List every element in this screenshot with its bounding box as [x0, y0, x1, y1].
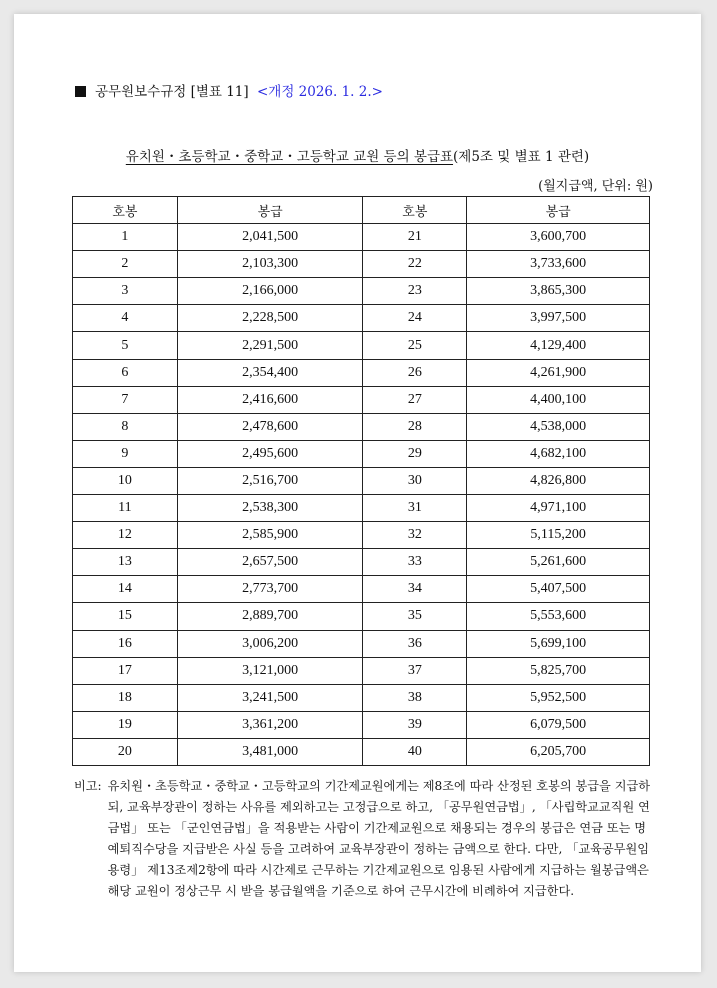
- cell-grade-left: 4: [73, 305, 178, 332]
- cell-salary-right: 6,205,700: [467, 738, 650, 765]
- cell-grade-left: 2: [73, 251, 178, 278]
- cell-salary-right: 3,865,300: [467, 278, 650, 305]
- cell-grade-right: 26: [363, 359, 467, 386]
- remarks-label: 비고:: [74, 779, 102, 793]
- table-row: [73, 278, 650, 305]
- table-row: [73, 684, 650, 711]
- cell-grade-right: 22: [363, 251, 467, 278]
- table-row: [73, 224, 650, 251]
- cell-salary-left: 3,361,200: [177, 711, 363, 738]
- cell-grade-right: 28: [363, 413, 467, 440]
- cell-grade-left: 7: [73, 386, 178, 413]
- cell-grade-right: 31: [363, 495, 467, 522]
- table-body: [73, 224, 650, 766]
- table-row: [73, 549, 650, 576]
- cell-salary-right: 5,261,600: [467, 549, 650, 576]
- cell-grade-right: 29: [363, 440, 467, 467]
- cell-grade-right: 39: [363, 711, 467, 738]
- header-grade-right: 호봉: [363, 197, 467, 224]
- cell-grade-left: 8: [73, 413, 178, 440]
- cell-grade-left: 14: [73, 576, 178, 603]
- cell-grade-right: 40: [363, 738, 467, 765]
- cell-salary-right: 4,129,400: [467, 332, 650, 359]
- square-bullet-icon: [75, 86, 86, 97]
- cell-salary-left: 3,241,500: [177, 684, 363, 711]
- cell-salary-right: 4,400,100: [467, 386, 650, 413]
- table-row: [73, 657, 650, 684]
- remarks: [74, 776, 652, 902]
- cell-salary-left: 2,041,500: [177, 224, 363, 251]
- table-row: [73, 305, 650, 332]
- cell-grade-left: 1: [73, 224, 178, 251]
- table-row: [73, 738, 650, 765]
- cell-grade-left: 10: [73, 467, 178, 494]
- document-page: [14, 14, 701, 972]
- cell-salary-left: 2,516,700: [177, 467, 363, 494]
- header-grade-left: 호봉: [73, 197, 178, 224]
- cell-salary-left: 3,006,200: [177, 630, 363, 657]
- table-row: [73, 467, 650, 494]
- cell-grade-right: 38: [363, 684, 467, 711]
- cell-grade-left: 18: [73, 684, 178, 711]
- cell-salary-right: 4,261,900: [467, 359, 650, 386]
- cell-grade-left: 20: [73, 738, 178, 765]
- cell-salary-left: 2,773,700: [177, 576, 363, 603]
- cell-salary-left: 2,889,700: [177, 603, 363, 630]
- cell-grade-right: 35: [363, 603, 467, 630]
- table-header-row: [73, 197, 650, 224]
- cell-salary-right: 5,825,700: [467, 657, 650, 684]
- cell-salary-left: 2,478,600: [177, 413, 363, 440]
- table-row: [73, 251, 650, 278]
- cell-salary-left: 3,121,000: [177, 657, 363, 684]
- title-suffix: (제5조 및 별표 1 관련): [453, 149, 590, 165]
- table-row: [73, 576, 650, 603]
- table-row: [73, 603, 650, 630]
- table-row: [73, 522, 650, 549]
- cell-salary-left: 2,416,600: [177, 386, 363, 413]
- cell-grade-left: 12: [73, 522, 178, 549]
- cell-salary-right: 3,733,600: [467, 251, 650, 278]
- cell-grade-right: 36: [363, 630, 467, 657]
- cell-salary-right: 5,952,500: [467, 684, 650, 711]
- table-row: [73, 440, 650, 467]
- cell-salary-right: 3,600,700: [467, 224, 650, 251]
- title-main: 유치원・초등학교・중학교・고등학교 교원 등의 봉급표: [125, 149, 454, 165]
- cell-grade-left: 6: [73, 359, 178, 386]
- cell-grade-right: 27: [363, 386, 467, 413]
- cell-grade-left: 16: [73, 630, 178, 657]
- remarks-text: 유치원・초등학교・중학교・고등학교의 기간제교원에게는 제8조에 따라 산정된 호봉의 봉급을 지급하되, 교육부장관이 정하는 사유를 제외하고는 고정급으로 하고, 「공무원연금법」, 「사립학교교직원 연금법」 또는 「군인연금법」을 적용받는 사람이 기간제교원으로 채용되는 경우의 봉급은 연금 또는 명예퇴직수당을 지급받은 사실 등을 고려하여 교육부장관이 정하는 금액으로 한다. 다만, 「교육공무원임용령」 제13조제2항에 따라 시간제로 근무하는 기간제교원으로 임용된 사람에게 지급하는 월봉급액은 해당 교원이 정상근무 시 받을 봉급월액을 기준으로 하여 근무시간에 비례하여 지급한다.: [107, 779, 651, 898]
- cell-grade-right: 24: [363, 305, 467, 332]
- table-row: [73, 413, 650, 440]
- cell-salary-right: 6,079,500: [467, 711, 650, 738]
- cell-grade-right: 23: [363, 278, 467, 305]
- cell-grade-right: 25: [363, 332, 467, 359]
- cell-salary-right: 4,682,100: [467, 440, 650, 467]
- cell-salary-left: 2,495,600: [177, 440, 363, 467]
- cell-salary-right: 5,407,500: [467, 576, 650, 603]
- header-salary-left: 봉급: [177, 197, 363, 224]
- cell-salary-left: 2,166,000: [177, 278, 363, 305]
- cell-grade-left: 13: [73, 549, 178, 576]
- cell-grade-left: 17: [73, 657, 178, 684]
- cell-salary-left: 2,354,400: [177, 359, 363, 386]
- cell-salary-left: 2,538,300: [177, 495, 363, 522]
- cell-salary-right: 4,826,800: [467, 467, 650, 494]
- salary-table: [72, 196, 650, 766]
- cell-grade-left: 15: [73, 603, 178, 630]
- cell-grade-right: 21: [363, 224, 467, 251]
- cell-salary-left: 3,481,000: [177, 738, 363, 765]
- cell-salary-left: 2,657,500: [177, 549, 363, 576]
- cell-salary-right: 4,971,100: [467, 495, 650, 522]
- cell-grade-left: 19: [73, 711, 178, 738]
- cell-salary-right: 5,553,600: [467, 603, 650, 630]
- table-row: [73, 386, 650, 413]
- cell-salary-left: 2,103,300: [177, 251, 363, 278]
- unit-note: (월지급액, 단위: 원): [538, 179, 653, 194]
- regulation-name: 공무원보수규정 [별표 11]: [95, 84, 249, 100]
- cell-salary-right: 5,115,200: [467, 522, 650, 549]
- cell-salary-left: 2,228,500: [177, 305, 363, 332]
- cell-grade-right: 33: [363, 549, 467, 576]
- cell-grade-left: 3: [73, 278, 178, 305]
- table-row: [73, 332, 650, 359]
- cell-grade-right: 37: [363, 657, 467, 684]
- cell-salary-left: 2,585,900: [177, 522, 363, 549]
- cell-salary-right: 5,699,100: [467, 630, 650, 657]
- revision-date: <개정 2026. 1. 2.>: [256, 84, 383, 100]
- table-row: [73, 495, 650, 522]
- header-salary-right: 봉급: [467, 197, 650, 224]
- table-title: [14, 145, 701, 165]
- table-row: [73, 630, 650, 657]
- table-row: [73, 359, 650, 386]
- cell-grade-right: 34: [363, 576, 467, 603]
- cell-grade-right: 32: [363, 522, 467, 549]
- cell-salary-left: 2,291,500: [177, 332, 363, 359]
- cell-salary-right: 3,997,500: [467, 305, 650, 332]
- cell-grade-left: 5: [73, 332, 178, 359]
- table-row: [73, 711, 650, 738]
- cell-grade-left: 11: [73, 495, 178, 522]
- cell-grade-left: 9: [73, 440, 178, 467]
- cell-salary-right: 4,538,000: [467, 413, 650, 440]
- regulation-header: [75, 80, 383, 100]
- cell-grade-right: 30: [363, 467, 467, 494]
